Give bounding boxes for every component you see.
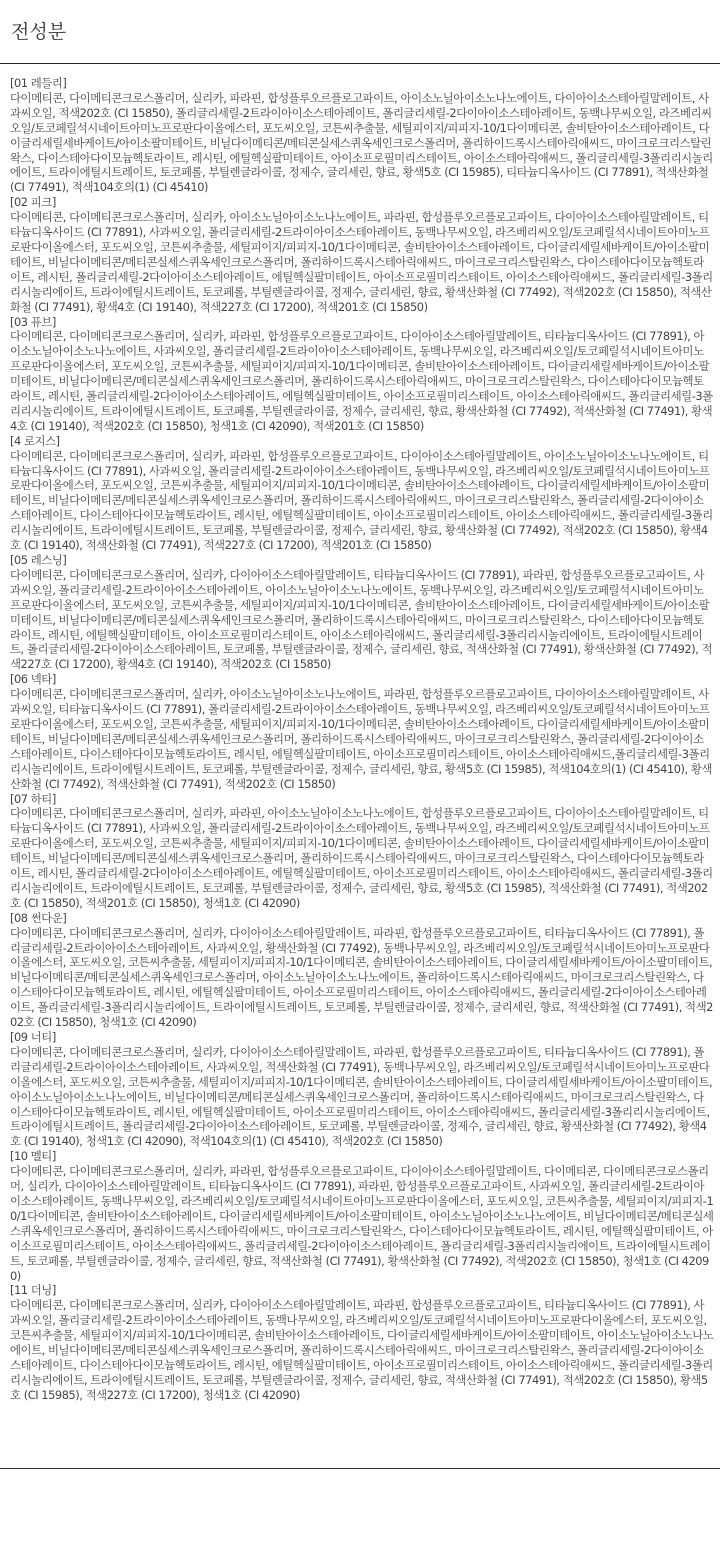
ingredient-section-08 — [10, 911, 714, 1030]
section-ingredients: 다이메티콘, 다이메티콘크로스폴리머, 실리카, 다이아이소스테아릴말레이트, 파라핀, 합성플루오르플로고파이트, 티타늄디옥사이드 (CI 77891), 폴리글리세릴-2트라이아이소스테아레이트, 사과씨오일, 황색산화철 (CI 77492), 동백나무씨오일, 라즈베리씨오일/토코페릴석시네이트아미노프로판다이올에스터, 포도씨오일, 코튼씨추출물, 세틸피이지/피피지-10/1다이메티콘, 솔비탄아이소스테아레이트, 다이글리세릴세바케이트/아이소팔미테이트, 비닐다이메티콘/메티콘실세스퀴옥세인크로스폴리머, 아이소노닐아이소노나노에이트, 폴리하이드록시스테아릭애씨드, 마이크로크리스탈린왁스, 다이스테아다이모늄헥토라이트, 레시틴, 에틸헥실팔미테이트, 아이소프로필미리스테이트, 아이소스테아릭애씨드, 폴리글리세릴-2다이아이소스테아레이트, 폴리글리세릴-3폴리리시놀리에이트, 트라이에틸시트레이트, 토코페롤, 부틸렌글라이콜, 정제수, 글리세린, 향료, 적색산화철 (CI 77491), 적색202호 (CI 15850), 청색1호 (CI 42090) — [10, 925, 713, 1030]
section-ingredients: 다이메티콘, 다이메티콘크로스폴리머, 실리카, 아이소노닐아이소노나노에이트, 파라핀, 합성플루오르플로고파이트, 다이아이소스테아릴말레이트, 사과씨오일, 티타늄디옥사이드 (CI 77891), 폴리글리세릴-2트라이아이소스테아레이트, 동백나무씨오일, 라즈베리씨오일/토코페릴석시네이트아미노프로판다이올에스터, 포도씨오일, 코튼씨추출물, 세틸피이지/피피지-10/1다이메티콘, 솔비탄아이소스테아레이트, 다이글리세릴세바케이트/아이소팔미테이트, 비닐다이메티콘/메티콘실세스퀴옥세인크로스폴리머, 폴리하이드록시스테아릭애씨드, 마이크로크리스탈린왁스, 폴리글리세릴-2다이아이소스테아레이트, 다이스테아다이모늄헥토라이트, 레시틴, 에틸헥실팔미테이트, 아이소프로필미리스테이트, 아이소스테아릭애씨드,폴리글리세릴-3폴리리시놀리에이트, 트라이에틸시트레이트, 토코페롤, 부틸렌글라이콜, 정제수, 글리세린, 향료, 황색5호 (CI 15985), 적색104호의(1) (CI 45410), 황색산화철 (CI 77492), 적색산화철 (CI 77491), 적색202호 (CI 15850) — [10, 687, 712, 791]
section-title: [09 너티] — [10, 1030, 56, 1044]
ingredient-section-05 — [10, 553, 714, 672]
section-title: [03 퓨브] — [10, 314, 56, 329]
ingredient-section-09 — [10, 1030, 714, 1149]
ingredient-section-01 — [10, 76, 714, 195]
page-title: 전성분 — [11, 21, 67, 43]
page-header — [0, 0, 720, 64]
ingredient-section-02 — [10, 195, 714, 314]
section-title: [4 로지스] — [10, 433, 60, 448]
ingredient-section-04 — [10, 434, 714, 553]
ingredients-list — [0, 64, 720, 1403]
ingredient-section-06 — [10, 672, 714, 791]
section-title: [07 하티] — [10, 791, 56, 806]
section-title: [08 썬다운] — [10, 910, 67, 925]
section-ingredients: 다이메티콘, 다이메티콘크로스폴리머, 실리카, 다이아이소스테아릴말레이트, 파라핀, 합성플루오르플로고파이트, 티타늄디옥사이드 (CI 77891), 사과씨오일, 폴리글리세릴-2트라이아이소스테아레이트, 동백나무씨오일, 라즈베리씨오일/토코페릴석시네이트아미노프로판다이올에스터, 포도씨오일, 코튼씨추출물, 세틸피이지/피피지-10/1다이메티콘, 솔비탄아이소스테아레이트, 다이글리세릴세바케이트/아이소팔미테이트, 아이소노닐아이소노나노에이트, 비닐다이메티콘/메티콘실세스퀴옥세인크로스폴리머, 폴리하이드록시스테아릭애씨드, 마이크로크리스탈린왁스, 폴리글리세릴-2다이아이소스테아레이트, 다이스테아다이모늄헥토라이트, 레시틴, 에틸헥실팔미테이트, 아이소프로필미리스테이트, 아이소스테아릭애씨드, 폴리글리세릴-3폴리리시놀리에이트, 트라이에틸시트레이트, 토코페롤, 부틸렌글라이콜, 정제수, 글리세린, 향료, 적색산화철 (CI 77491), 적색202호 (CI 15850), 황색5호 (CI 15985), 적색227호 (CI 17200), 청색1호 (CI 42090) — [10, 1298, 714, 1402]
section-title: [06 넥타] — [10, 672, 56, 687]
section-ingredients: 다이메티콘, 다이메티콘크로스폴리머, 실리카, 파라핀, 아이소노닐아이소노나노에이트, 합성플루오르플로고파이트, 다이아이소스테아릴말레이트, 티타늄디옥사이드 (CI 77891), 사과씨오일, 폴리글리세릴-2트라이아이소스테아레이트, 동백나무씨오일, 라즈베리씨오일/토코페릴석시네이트아미노프로판다이올에스터, 포도씨오일, 코튼씨추출물, 세틸피이지/피피지-10/1다이메티콘, 솔비탄아이소스테아레이트, 다이글리세릴세바케이트/아이소팔미테이트, 비닐다이메티콘/메티콘실세스퀴옥세인크로스폴리머, 폴리하이드록시스테아릭애씨드, 마이크로크리스탈린왁스, 다이스테아다이모늄헥토라이트, 레시틴, 폴리글리세릴-2다이아이소스테아레이트, 에틸헥실팔미테이트, 아이소프로필미리스테이트, 아이소스테아릭애씨드, 폴리글리세릴-3폴리리시놀리에이트, 트라이에틸시트레이트, 토코페롤, 부틸렌글라이콜, 정제수, 글리세린, 향료, 황색5호 (CI 15985), 적색산화철 (CI 77491), 적색202호 (CI 15850), 적색201호 (CI 15850), 청색1호 (CI 42090) — [10, 806, 713, 910]
section-title: [05 레스닝] — [10, 553, 67, 567]
section-ingredients: 다이메티콘, 다이메티콘크로스폴리머, 실리카, 파라핀, 합성플루오르플로고파이트, 아이소노닐아이소노나노에이트, 다이아이소스테아릴말레이트, 사과씨오일, 적색202호 (CI 15850), 폴리글리세릴-2트라이아이소스테아레이트, 폴리글리세릴-2다이아이소스테아레이트, 동백나무씨오일, 라즈베리씨오일/토코페릴석시네이트아미노프로판다이올에스터, 포도씨오일, 코튼씨추출물, 세틸피이지/피피지-10/1다이메티콘, 솔비탄아이소스테아레이트, 다이글리세릴세바케이트/아이소팔미테이트, 비닐다이메티콘/메티콘실세스퀴옥세인크로스폴리머, 폴리하이드록시스테아릭애씨드, 마이크로크리스탈린왁스, 다이스테아다이모늄헥토라이트, 레시틴, 에틸헥실팔미테이트, 아이소프로필미리스테이트, 아이소스테아릭애씨드, 폴리글리세릴-3폴리리시놀리에이트, 트라이에틸시트레이트, 토코페롤, 부틸렌글라이콜, 정제수, 글리세린, 향료, 황색5호 (CI 15985), 티타늄디옥사이드 (CI 77891), 적색산화철 (CI 77491), 적색104호의(1) (CI 45410) — [10, 90, 713, 195]
section-ingredients: 다이메티콘, 다이메티콘크로스폴리머, 실리카, 아이소노닐아이소노나노에이트, 파라핀, 합성플루오르플로고파이트, 다이아이소스테아릴말레이트, 티타늄디옥사이드 (CI 77891), 사과씨오일, 폴리글리세릴-2트라이아이소스테아레이트, 동백나무씨오일, 라즈베리씨오일/토코페릴석시네이트아미노프로판다이올에스터, 포도씨오일, 코튼씨추출물, 세틸피이지/피피지-10/1다이메티콘, 솔비탄아이소스테아레이트, 다이글리세릴세바케이트/아이소팔미테이트, 비닐다이메티콘/메티콘실세스퀴옥세인크로스폴리머, 폴리하이드록시스테아릭애씨드, 마이크로크리스탈린왁스, 다이스테아다이모늄헥토라이트, 레시틴, 폴리글리세릴-2다이아이소스테아레이트, 에틸헥실팔미테이트, 아이소프로필미리스테이트, 아이소스테아릭애씨드, 폴리글리세릴-3폴리리시놀리에이트, 트라이에틸시트레이트, 토코페롤, 부틸렌글라이콜, 정제수, 글리세린, 향료, 황색산화철 (CI 77492), 적색202호 (CI 15850), 적색산화철 (CI 77491), 황색4호 (CI 19140), 적색227호 (CI 17200), 적색201호 (CI 15850) — [10, 210, 713, 314]
section-title: [11 더닝] — [10, 1283, 56, 1298]
section-ingredients: 다이메티콘, 다이메티콘크로스폴리머, 실리카, 파라핀, 합성플루오르플로고파이트, 다이아이소스테아릴말레이트, 티타늄디옥사이드 (CI 77891), 아이소노닐아이소노나노에이트, 사과씨오일, 폴리글리세릴-2트라이아이소스테아레이트, 동백나무씨오일, 라즈베리씨오일/토코페릴석시네이트아미노프로판다이올에스터, 포도씨오일, 코튼씨추출물, 세틸피이지/피피지-10/1다이메티콘, 솔비탄아이소스테아레이트, 다이글리세릴세바케이트/아이소팔미테이트, 비닐다이메티콘/메티콘실세스퀴옥세인크로스폴리머, 폴리하이드록시스테아릭애씨드, 마이크로크리스탈린왁스, 다이스테아다이모늄헥토라이트, 레시틴, 폴리글리세릴-2다이아이소스테아레이트, 에틸헥실팔미테이트, 아이소프로필미리스테이트, 아이소스테아릭애씨드, 폴리글리세릴-3폴리리시놀리에이트, 트라이에틸시트레이트, 토코페롤, 부틸렌글라이콜, 정제수, 글리세린, 향료, 황색산화철 (CI 77492), 적색산화철 (CI 77491), 황색4호 (CI 19140), 적색202호 (CI 15850), 청색1호 (CI 42090), 적색201호 (CI 15850) — [10, 329, 713, 433]
section-title: [10 멜티] — [10, 1149, 56, 1164]
section-ingredients: 다이메티콘, 다이메티콘크로스폴리머, 실리카, 다이아이소스테아릴말레이트, 티타늄디옥사이드 (CI 77891), 파라핀, 합성플루오르플로고파이트, 사과씨오일, 폴리글리세릴-2트라이아이소스테아레이트, 아이소노닐아이소노나노에이트, 동백나무씨오일, 라즈베리씨오일/토코페릴석시네이트아미노프로판다이올에스터, 포도씨오일, 코튼씨추출물, 세틸피이지/피피지-10/1다이메티콘, 솔비탄아이소스테아레이트, 다이글리세릴세바케이트/아이소팔미테이트, 비닐다이메티콘/메티콘실세스퀴옥세인크로스폴리머, 폴리하이드록시스테아릭애씨드, 마이크로크리스탈린왁스, 다이스테아다이모늄헥토라이트, 레시틴, 에틸헥실팔미테이트, 아이소프로필미리스테이트, 아이소스테아릭애씨드, 폴리글리세릴-3폴리리시놀리에이트, 트라이에틸시트레이트, 폴리글리세릴-2다이아이소스테아레이트, 토코페롤, 부틸렌글라이콜, 정제수, 글리세린, 향료, 적색산화철 (CI 77491), 황색산화철 (CI 77492), 적색227호 (CI 17200), 황색4호 (CI 19140), 적색202호 (CI 15850) — [10, 567, 713, 672]
bottom-divider — [0, 1468, 720, 1469]
ingredient-section-07 — [10, 792, 714, 911]
section-ingredients: 다이메티콘, 다이메티콘크로스폴리머, 실리카, 다이아이소스테아릴말레이트, 파라핀, 합성플루오르플로고파이트, 티타늄디옥사이드 (CI 77891), 폴리글리세릴-2트라이아이소스테아레이트, 사과씨오일, 적색산화철 (CI 77491), 동백나무씨오일, 라즈베리씨오일/토코페릴석시네이트아미노프로판다이올에스터, 포도씨오일, 코튼씨추출물, 세틸피이지/피피지-10/1다이메티콘, 솔비탄아이소스테아레이트, 다이글리세릴세바케이트/아이소팔미테이트, 아이소노닐아이소노나노에이트, 비닐다이메티콘/메티콘실세스퀴옥세인크로스폴리머, 폴리하이드록시스테아릭애씨드, 마이크로크리스탈린왁스, 다이스테아다이모늄헥토라이트, 레시틴, 에틸헥실팔미테이트, 아이소프로필미리스테이트, 아이소스테아릭애씨드, 폴리글리세릴-3폴리리시놀리에이트, 트라이에틸시트레이트, 폴리글리세릴-2다이아이소스테아레이트, 토코페롤, 부틸렌글라이콜, 정제수, 글리세린, 향료, 황색산화철 (CI 77492), 황색4호 (CI 19140), 청색1호 (CI 42090), 적색104호의(1) (CI 45410), 적색202호 (CI 15850) — [10, 1044, 713, 1149]
ingredient-section-11 — [10, 1283, 714, 1402]
section-title: [01 레들리] — [10, 76, 67, 90]
section-title: [02 피크] — [10, 195, 56, 210]
section-ingredients: 다이메티콘, 다이메티콘크로스폴리머, 실리카, 파라핀, 합성플루오르플로고파이트, 다이아이소스테아릴말레이트, 다이메티콘, 다이메티콘크로스폴리머, 실리카, 다이아이소스테아릴말레이트, 티타늄디옥사이드 (CI 77891), 파라핀, 합성플루오르플로고파이트, 사과씨오일, 폴리글리세릴-2트라이아이소스테아레이트, 동백나무씨오일, 라즈베리씨오일/토코페릴석시네이트아미노프로판다이올에스터, 포도씨오일, 코튼씨추출물, 세틸피이지/피피지-10/1다이메티콘, 솔비탄아이소스테아레이트, 다이글리세릴세바케이트/아이소팔미테이트, 아이소노닐아이소노나노에이트, 비닐다이메티콘/메티콘실세스퀴옥세인크로스폴리머, 폴리하이드록시스테아릭애씨드, 마이크로크리스탈린왁스, 다이스테아다이모늄헥토라이트, 레시틴, 에틸헥실팔미테이트, 아이소프로필미리스테이트, 아이소스테아릭애씨드, 폴리글리세릴-2다이아이소스테아레이트, 폴리글리세릴-3폴리리시놀리에이트, 트라이에틸시트레이트, 토코페롤, 부틸렌글라이콜, 정제수, 글리세린, 향료, 적색산화철 (CI 77491), 황색산화철 (CI 77492), 적색202호 (CI 15850), 청색1호 (CI 42090) — [10, 1164, 714, 1283]
ingredient-section-10 — [10, 1149, 714, 1283]
section-ingredients: 다이메티콘, 다이메티콘크로스폴리머, 실리카, 파라핀, 합성플루오르플로고파이트, 다이아이소스테아릴말레이트, 아이소노닐아이소노나노에이트, 티타늄디옥사이드 (CI 77891), 사과씨오일, 폴리글리세릴-2트라이아이소스테아레이트, 동백나무씨오일, 라즈베리씨오일/토코페릴석시네이트아미노프로판다이올에스터, 포도씨오일, 코튼씨추출물, 세틸피이지/피피지-10/1다이메티콘, 솔비탄아이소스테아레이트, 다이글리세릴세바케이트/아이소팔미테이트, 비닐다이메티콘/메티콘실세스퀴옥세인크로스폴리머, 폴리하이드록시스테아릭애씨드, 마이크로크리스탈린왁스, 폴리글리세릴-2다이아이소스테아레이트, 다이스테아다이모늄헥토라이트, 레시틴, 에틸헥실팔미테이트, 아이소프로필미리스테이트, 아이소스테아릭애씨드, 폴리글리세릴-3폴리리시놀리에이트, 트라이에틸시트레이트, 토코페롤, 부틸렌글라이콜, 정제수, 글리세린, 향료, 황색산화철 (CI 77492), 적색202호 (CI 15850), 황색4호 (CI 19140), 적색산화철 (CI 77491), 적색227호 (CI 17200), 적색201호 (CI 15850) — [10, 448, 713, 553]
ingredient-section-03 — [10, 315, 714, 434]
